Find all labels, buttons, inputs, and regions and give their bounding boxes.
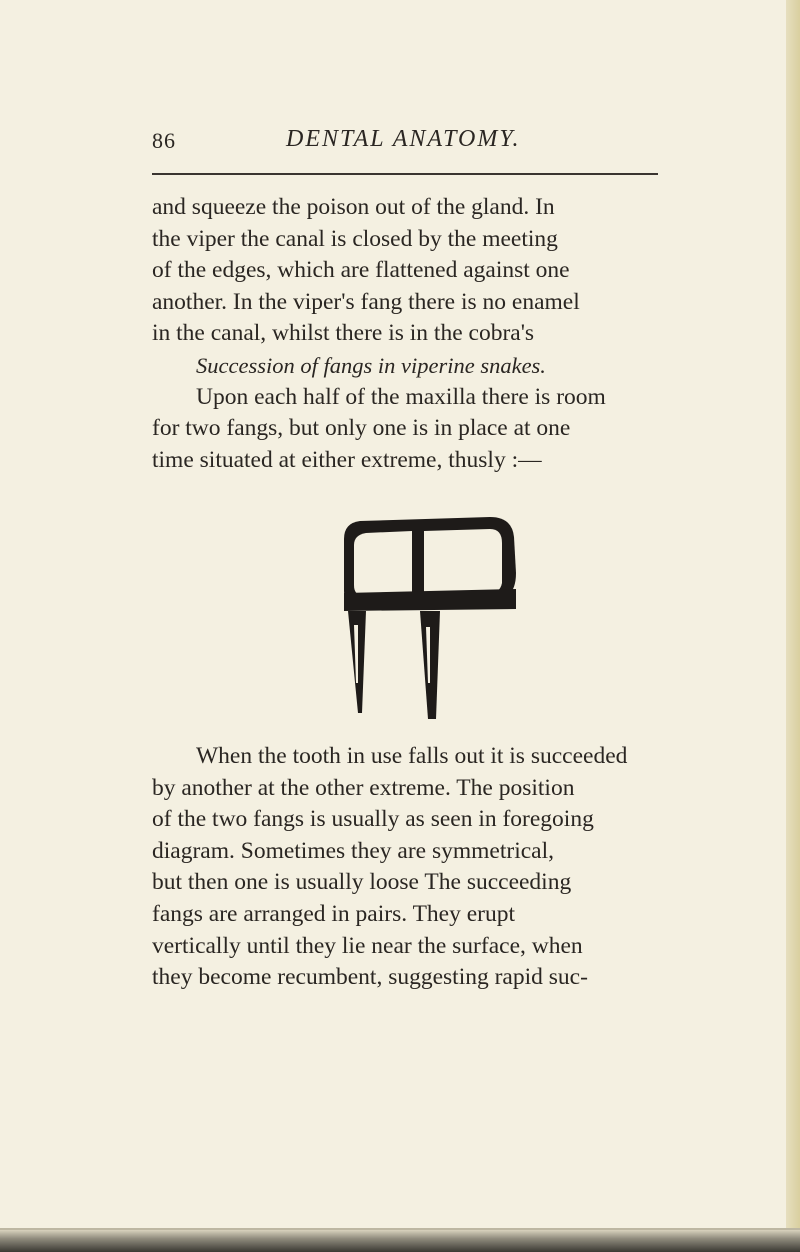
- text-line: by another at the other extreme. The position: [152, 774, 575, 801]
- text-line: of the edges, which are flattened against one: [152, 257, 570, 284]
- text-line: vertically until they lie near the surface, when: [152, 932, 583, 959]
- text-line: and squeeze the poison out of the gland. In: [152, 194, 555, 220]
- text-line: for two fangs, but only one is in place at one: [152, 415, 571, 442]
- section-subheading: Succession of fangs in viperine snakes.: [196, 352, 546, 378]
- scan-bottom-edge: [0, 1230, 800, 1252]
- right-socket: [424, 529, 502, 593]
- page-header: [152, 128, 660, 168]
- paragraph-1: [152, 192, 670, 476]
- text-line: time situated at either extreme, thusly :—: [152, 446, 542, 473]
- text-line: but then one is usually loose The succeeding: [152, 869, 572, 896]
- text-line: another. In the viper's fang there is no enamel: [152, 288, 580, 315]
- text-line: the viper the canal is closed by the meeting: [152, 225, 558, 252]
- text-line: diagram. Sometimes they are symmetrical,: [152, 837, 554, 864]
- text-line: Upon each half of the maxilla there is room: [196, 383, 606, 410]
- text-line: of the two fangs is usually as seen in foregoing: [152, 806, 594, 833]
- text-line: they become recumbent, suggesting rapid suc-: [152, 964, 588, 991]
- fang-diagram-icon: [340, 513, 530, 723]
- text-line: in the canal, whilst there is in the cobra's: [152, 320, 535, 347]
- text-line: fangs are arranged in pairs. They erupt: [152, 900, 516, 927]
- paragraph-2: [152, 741, 670, 994]
- divider: [412, 527, 424, 597]
- page-number: 86: [152, 128, 176, 153]
- fang-succession-diagram: [340, 513, 530, 723]
- page-edge: [786, 0, 800, 1252]
- left-socket: [354, 531, 412, 595]
- text-line: When the tooth in use falls out it is succeeded: [196, 743, 628, 769]
- header-rule: [152, 173, 658, 175]
- running-title: DENTAL ANATOMY.: [286, 126, 521, 152]
